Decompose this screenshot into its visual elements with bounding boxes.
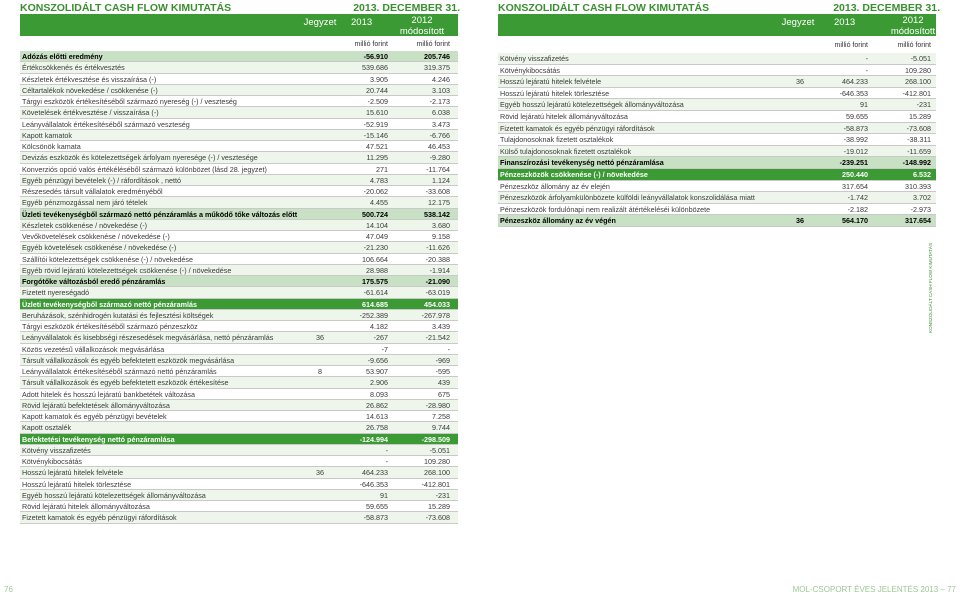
table-row bbox=[20, 445, 458, 456]
row-value-2012: -5.051 bbox=[429, 445, 450, 455]
row-label: Egyéb hosszú lejáratú kötelezettségek állományváltozása bbox=[22, 490, 206, 500]
row-value-2013: 53.907 bbox=[366, 367, 388, 376]
row-value-2013: 175.575 bbox=[362, 277, 388, 286]
row-label: Egyéb követelések csökkenése / növekedése (-) bbox=[22, 243, 177, 253]
table-row bbox=[20, 512, 458, 523]
row-value-2012: 319.375 bbox=[424, 63, 450, 73]
row-value-2012: -28.980 bbox=[425, 400, 450, 410]
unit-2012: millió forint bbox=[416, 41, 450, 48]
row-label: Tárgyi eszközök értékesítéséből származó pénzeszköz bbox=[22, 322, 198, 331]
row-value-2013: 614.685 bbox=[362, 299, 388, 309]
table-row bbox=[20, 197, 458, 208]
row-value-2012: 3.473 bbox=[432, 119, 450, 129]
row-value-2013: 11.295 bbox=[366, 153, 388, 163]
row-label: Konverziós opció valós értékéléséből származó különbözet (lásd 28. jegyzet) bbox=[22, 164, 267, 174]
row-value-2012: -21.542 bbox=[425, 333, 450, 343]
row-value-2013: -58.873 bbox=[843, 123, 868, 133]
row-value-2013: 28.988 bbox=[366, 265, 388, 275]
row-label: Forgótőke változásból eredő pénzáramlás bbox=[22, 277, 166, 286]
row-value-2012: 310.393 bbox=[905, 181, 931, 191]
row-label: Társult vállalkozások és egyéb befektetett eszközök megvásárlása bbox=[22, 355, 235, 365]
row-value-2013: 564.170 bbox=[842, 216, 868, 226]
row-label: Egyéb hosszú lejáratú kötelezettségek állományváltozása bbox=[500, 100, 684, 110]
row-value-2012: -1.914 bbox=[429, 265, 450, 275]
row-value-2012: -298.509 bbox=[421, 434, 450, 444]
row-label: Egyéb rövid lejáratú kötelezettségek csökkenése (-) / növekedése bbox=[22, 265, 232, 275]
row-value-2013: 4.455 bbox=[370, 198, 388, 208]
table-row bbox=[20, 377, 458, 388]
row-label: Pénzeszközök árfolyamkülönbözete külföldi leányvállalatok konszolidálása miatt bbox=[500, 193, 755, 203]
row-note: 36 bbox=[316, 468, 324, 478]
col-2013-label-right: 2013 bbox=[834, 17, 856, 28]
report-title-right: KONSZOLIDÁLT CASH FLOW KIMUTATÁS bbox=[498, 2, 710, 14]
row-value-2013: -2.182 bbox=[847, 204, 868, 214]
table-row bbox=[20, 366, 458, 377]
table-row bbox=[20, 310, 458, 321]
col-note-label-right: Jegyzet bbox=[781, 17, 815, 28]
table-row bbox=[20, 175, 458, 186]
report-date-right: 2013. DECEMBER 31. bbox=[833, 2, 940, 14]
row-value-2012: -231 bbox=[916, 100, 931, 110]
row-value-2012: -63.019 bbox=[425, 288, 450, 298]
row-value-2013: -52.919 bbox=[363, 119, 388, 129]
table-row bbox=[20, 355, 458, 366]
col-note-label: Jegyzet bbox=[303, 17, 337, 28]
row-value-2013: -252.389 bbox=[359, 310, 388, 320]
row-label: Hosszú lejáratú hitelek felvétele bbox=[500, 77, 602, 87]
table-row bbox=[20, 51, 458, 62]
side-tab bbox=[911, 242, 951, 337]
table-row bbox=[498, 157, 936, 169]
row-label: Közös vezetésű vállalkozások megvásárlása bbox=[22, 344, 165, 354]
row-value-2012: 109.280 bbox=[905, 65, 931, 75]
table-row bbox=[498, 76, 936, 88]
row-value-2013: 106.664 bbox=[362, 254, 388, 264]
table-row bbox=[20, 479, 458, 490]
row-value-2013: 14.104 bbox=[366, 220, 388, 230]
table-row bbox=[20, 209, 458, 220]
row-value-2013: -9.656 bbox=[367, 355, 388, 365]
row-label: Pénzeszköz állomány az év elején bbox=[500, 181, 610, 191]
row-value-2013: 4.182 bbox=[370, 322, 388, 331]
row-value-2013: 464.233 bbox=[842, 77, 868, 87]
units-row bbox=[20, 41, 458, 51]
row-label: Pénzeszközök fordulónapi nem realizált átértékeléséi különbözete bbox=[500, 204, 711, 214]
row-value-2012: 268.100 bbox=[424, 468, 450, 478]
table-row bbox=[20, 242, 458, 253]
row-value-2013: -2.509 bbox=[367, 97, 388, 106]
row-label: Kapott kamatok bbox=[22, 130, 72, 140]
row-label: Kötvénykibocsátás bbox=[500, 65, 560, 75]
table-row bbox=[20, 400, 458, 411]
row-value-2012: -267.978 bbox=[421, 310, 450, 320]
row-value-2013: 317.654 bbox=[842, 181, 868, 191]
row-value-2013: -19.012 bbox=[843, 146, 868, 156]
row-value-2013: 3.905 bbox=[370, 74, 388, 84]
table-row bbox=[20, 276, 458, 287]
page-number-right: 77 bbox=[947, 585, 956, 592]
table-row bbox=[498, 215, 936, 227]
row-value-2013: -646.353 bbox=[359, 479, 388, 489]
table-row bbox=[498, 134, 936, 146]
row-label: Követelések értékvesztése / visszaírása (-) bbox=[22, 108, 159, 118]
row-label: Pénzeszközök csökkenése (-) / növekedése bbox=[500, 169, 648, 179]
row-value-2012: 9.744 bbox=[432, 423, 450, 433]
row-value-2012: -11.626 bbox=[426, 243, 450, 253]
footer-right: MOL-CSOPORT ÉVES JELENTÉS 2013 – 77 bbox=[792, 585, 956, 592]
report-name: MOL-CSOPORT ÉVES JELENTÉS 2013 bbox=[792, 585, 939, 592]
row-value-2013: -21.230 bbox=[363, 243, 388, 253]
table-row bbox=[498, 123, 936, 135]
table-row bbox=[20, 344, 458, 355]
table-row bbox=[20, 422, 458, 433]
row-value-2013: -239.251 bbox=[839, 158, 868, 168]
table-row bbox=[498, 204, 936, 216]
table-row bbox=[498, 99, 936, 111]
row-note: 8 bbox=[318, 367, 322, 376]
row-note: 36 bbox=[316, 333, 324, 343]
table-row bbox=[20, 231, 458, 242]
row-value-2013: 20.744 bbox=[366, 85, 388, 95]
row-value-2013: 464.233 bbox=[362, 468, 388, 478]
row-label: Szállítói kötelezettségek csökkenése (-) / növekedése bbox=[22, 254, 193, 264]
table-row bbox=[20, 490, 458, 501]
row-label: Társult vállalkozások és egyéb befektetett eszközök értékesítése bbox=[22, 378, 229, 388]
row-label: Rövid lejáratú hitelek állományváltozása bbox=[500, 111, 628, 121]
row-value-2013: -61.614 bbox=[363, 288, 388, 298]
row-label: Pénzeszköz állomány az év végén bbox=[500, 216, 616, 226]
table-row bbox=[20, 164, 458, 175]
row-value-2012: 7.258 bbox=[432, 412, 450, 421]
row-value-2012: -595 bbox=[435, 367, 450, 376]
report-date: 2013. DECEMBER 31. bbox=[353, 2, 460, 14]
row-value-2013: 15.610 bbox=[366, 108, 388, 118]
table-row bbox=[498, 88, 936, 100]
row-value-2013: 26.758 bbox=[366, 423, 388, 433]
row-label: Üzleti tevékenységből származó nettó pénzáramlás a működő tőke változás előtt bbox=[22, 209, 298, 219]
row-value-2012: -148.992 bbox=[902, 158, 931, 168]
row-value-2013: 47.049 bbox=[366, 232, 388, 241]
table-row bbox=[20, 62, 458, 73]
table-row bbox=[20, 265, 458, 276]
row-value-2012: 12.175 bbox=[428, 198, 450, 208]
row-label: Részesedés társult vállalatok eredményéből bbox=[22, 187, 163, 196]
table-row bbox=[20, 96, 458, 107]
row-label: Rövid lejáratú hitelek állományváltozása bbox=[22, 502, 150, 511]
table-row bbox=[498, 111, 936, 123]
row-value-2012: -2.173 bbox=[429, 97, 450, 106]
cash-flow-table-left bbox=[20, 51, 458, 524]
row-value-2012: -33.608 bbox=[425, 187, 450, 196]
row-value-2012: 3.680 bbox=[432, 220, 450, 230]
table-row bbox=[20, 456, 458, 467]
row-value-2012: -11.659 bbox=[907, 146, 931, 156]
report-title: KONSZOLIDÁLT CASH FLOW KIMUTATÁS bbox=[20, 2, 232, 14]
row-value-2013: 47.521 bbox=[366, 142, 388, 151]
row-value-2013: 91 bbox=[380, 490, 388, 500]
row-value-2012: -5.051 bbox=[910, 54, 931, 63]
row-label: Egyéb pénzmozgással nem járó tételek bbox=[22, 198, 148, 208]
table-row bbox=[498, 146, 936, 158]
row-label: Beruházások, szénhidrogén kutatási és fejlesztési költségek bbox=[22, 310, 214, 320]
row-label: Tárgyi eszközök értékesítéséből származó nyereség (-) / veszteség bbox=[22, 97, 237, 106]
row-value-2013: -58.873 bbox=[363, 513, 388, 523]
table-row bbox=[20, 332, 458, 343]
row-label: Vevőkövetelések csökkenése / növekedése (-) bbox=[22, 232, 170, 241]
row-value-2013: 271 bbox=[376, 164, 388, 174]
row-value-2012: 205.746 bbox=[424, 52, 450, 61]
row-value-2013: - bbox=[865, 65, 868, 75]
column-header-band bbox=[20, 14, 458, 36]
table-row bbox=[20, 501, 458, 512]
row-label: Külső tulajdonosoknak fizetett osztalékok bbox=[500, 146, 632, 156]
row-value-2012: -20.388 bbox=[425, 254, 450, 264]
side-tab-text: KONSZOLIDÁLT CASH FLOW KIMUTATÁS bbox=[928, 242, 933, 333]
row-value-2012: 6.532 bbox=[913, 169, 931, 179]
row-label: Üzleti tevékenységből származó nettó pénzáramlás bbox=[22, 299, 197, 309]
row-value-2013: -1.742 bbox=[847, 193, 868, 203]
row-value-2012: -11.764 bbox=[426, 164, 450, 174]
row-value-2012: 3.439 bbox=[432, 322, 450, 331]
row-label: Készletek értékvesztése és visszaírása (-) bbox=[22, 74, 157, 84]
table-row bbox=[20, 186, 458, 197]
table-row bbox=[20, 321, 458, 332]
table-row bbox=[20, 107, 458, 118]
row-value-2013: - bbox=[385, 445, 388, 455]
units-row-right bbox=[498, 42, 936, 52]
col-2012-label-right: 2012 módosított bbox=[890, 15, 936, 37]
table-row bbox=[20, 254, 458, 265]
row-value-2013: 2.906 bbox=[370, 378, 388, 388]
row-value-2012: -73.608 bbox=[425, 513, 450, 523]
row-value-2013: 539.686 bbox=[362, 63, 388, 73]
row-value-2012: -21.090 bbox=[425, 277, 450, 286]
table-row bbox=[20, 85, 458, 96]
row-value-2012: -9.280 bbox=[429, 153, 450, 163]
row-label: Hosszú lejáratú hitelek törlesztése bbox=[22, 479, 132, 489]
table-row bbox=[20, 389, 458, 400]
row-value-2012: 268.100 bbox=[905, 77, 931, 87]
row-value-2013: - bbox=[385, 457, 388, 466]
cash-flow-table-right bbox=[498, 53, 936, 227]
row-label: Kötvény visszafizetés bbox=[22, 445, 91, 455]
table-row bbox=[20, 152, 458, 163]
row-value-2012: 454.033 bbox=[424, 299, 450, 309]
row-label: Kapott kamatok és egyéb pénzügyi bevételek bbox=[22, 412, 167, 421]
row-value-2012: - bbox=[447, 344, 450, 354]
row-value-2013: -38.992 bbox=[843, 135, 868, 145]
row-label: Fizetett kamatok és egyéb pénzügyi ráfordítások bbox=[500, 123, 655, 133]
table-row bbox=[20, 130, 458, 141]
col-2013-label: 2013 bbox=[351, 17, 373, 28]
row-value-2013: 250.440 bbox=[842, 169, 868, 179]
table-row bbox=[20, 434, 458, 445]
row-label: Fizetett kamatok és egyéb pénzügyi ráfordítások bbox=[22, 513, 177, 523]
table-row bbox=[498, 65, 936, 77]
row-label: Kölcsönök kamata bbox=[22, 142, 81, 151]
row-value-2012: 4.246 bbox=[432, 74, 450, 84]
row-label: Fizetett nyereségadó bbox=[22, 288, 90, 298]
unit-2012-right: millió forint bbox=[897, 42, 931, 49]
row-label: Finanszírozási tevékenység nettó pénzáramlása bbox=[500, 158, 664, 168]
row-label: Rövid lejáratú befektetések állományváltozása bbox=[22, 400, 170, 410]
table-row bbox=[20, 467, 458, 478]
table-row bbox=[498, 192, 936, 204]
row-label: Leányvállalatok értékesítéséből származó nettó pénzáramlás bbox=[22, 367, 217, 376]
row-value-2013: 500.724 bbox=[362, 209, 388, 219]
row-label: Hosszú lejáratú hitelek törlesztése bbox=[500, 88, 610, 98]
row-label: Egyéb pénzügyi bevételek (-) / ráfordítások , nettó bbox=[22, 175, 182, 185]
row-label: Adott hitelek és hosszú lejáratú bankbetétek változása bbox=[22, 389, 196, 399]
unit-2013-right: millió forint bbox=[834, 42, 868, 49]
row-label: Készletek csökkenése / növekedése (-) bbox=[22, 220, 148, 230]
row-value-2012: 6.038 bbox=[432, 108, 450, 118]
row-value-2012: 317.654 bbox=[905, 216, 931, 226]
row-value-2013: 59.655 bbox=[366, 502, 388, 511]
row-value-2012: -38.311 bbox=[907, 135, 931, 145]
row-value-2013: 14.613 bbox=[366, 412, 388, 421]
row-value-2012: 3.103 bbox=[432, 85, 450, 95]
row-label: Adózás előtti eredmény bbox=[22, 52, 103, 61]
table-row bbox=[20, 287, 458, 298]
row-note: 36 bbox=[796, 216, 804, 226]
row-value-2012: -6.766 bbox=[429, 130, 450, 140]
row-label: Befektetési tevékenység nettó pénzáramlása bbox=[22, 434, 175, 444]
row-value-2013: - bbox=[865, 54, 868, 63]
row-label: Leányvállalatok értékesítéséből származó veszteség bbox=[22, 119, 190, 129]
table-row bbox=[498, 181, 936, 193]
col-2012-label: 2012 módosított bbox=[399, 15, 445, 37]
row-value-2013: 91 bbox=[860, 100, 868, 110]
row-value-2012: -412.801 bbox=[902, 88, 931, 98]
row-value-2012: 46.453 bbox=[428, 142, 450, 151]
row-value-2013: 59.655 bbox=[846, 111, 868, 121]
row-note: 36 bbox=[796, 77, 804, 87]
table-row bbox=[20, 299, 458, 310]
table-row bbox=[20, 141, 458, 152]
row-label: Devizás eszközök és kötelezettségek árfolyam nyeresége (-) / vesztesége bbox=[22, 153, 258, 163]
row-value-2013: 26.862 bbox=[366, 400, 388, 410]
row-value-2012: 9.158 bbox=[432, 232, 450, 241]
row-value-2013: -15.146 bbox=[363, 130, 388, 140]
row-value-2012: 439 bbox=[438, 378, 450, 388]
table-row bbox=[20, 411, 458, 422]
row-value-2012: 15.289 bbox=[428, 502, 450, 511]
row-value-2013: 4.783 bbox=[370, 175, 388, 185]
table-row bbox=[20, 220, 458, 231]
page-right bbox=[480, 0, 960, 592]
row-value-2012: -969 bbox=[435, 355, 450, 365]
unit-2013: millió forint bbox=[354, 41, 388, 48]
row-label: Leányvállalatok és kisebbségi részesedések megvásárlása, nettó pénzáramlás bbox=[22, 333, 274, 343]
row-value-2012: 538.142 bbox=[424, 209, 450, 219]
table-row bbox=[498, 169, 936, 181]
table-row bbox=[498, 53, 936, 65]
row-value-2012: -231 bbox=[435, 490, 450, 500]
row-value-2013: -20.062 bbox=[363, 187, 388, 196]
row-label: Hosszú lejáratú hitelek felvétele bbox=[22, 468, 124, 478]
row-value-2012: 1.124 bbox=[432, 175, 450, 185]
row-value-2012: 675 bbox=[438, 389, 450, 399]
row-label: Tulajdonosoknak fizetett osztalékok bbox=[500, 135, 614, 145]
row-label: Kötvénykibocsátás bbox=[22, 457, 82, 466]
column-header-band-right bbox=[498, 14, 936, 36]
row-label: Kapott osztalék bbox=[22, 423, 72, 433]
row-value-2013: -56.910 bbox=[363, 52, 388, 61]
row-value-2013: -7 bbox=[381, 344, 388, 354]
row-value-2013: -646.353 bbox=[839, 88, 868, 98]
row-value-2013: -267 bbox=[373, 333, 388, 343]
table-row bbox=[20, 74, 458, 85]
row-label: Kötvény visszafizetés bbox=[500, 54, 569, 63]
page-number-left: 76 bbox=[4, 585, 13, 592]
row-value-2012: -73.608 bbox=[906, 123, 931, 133]
row-value-2013: -124.994 bbox=[359, 434, 388, 444]
row-value-2012: -2.973 bbox=[910, 204, 931, 214]
row-label: Céltartalékok növekedése / csökkenése (-) bbox=[22, 85, 158, 95]
row-label: Értékcsökkenés és értékvesztés bbox=[22, 63, 125, 73]
row-value-2012: 3.702 bbox=[913, 193, 931, 203]
row-value-2012: -412.801 bbox=[421, 479, 450, 489]
row-value-2012: 15.289 bbox=[909, 111, 931, 121]
table-row bbox=[20, 119, 458, 130]
row-value-2012: 109.280 bbox=[424, 457, 450, 466]
row-value-2013: 8.093 bbox=[370, 389, 388, 399]
